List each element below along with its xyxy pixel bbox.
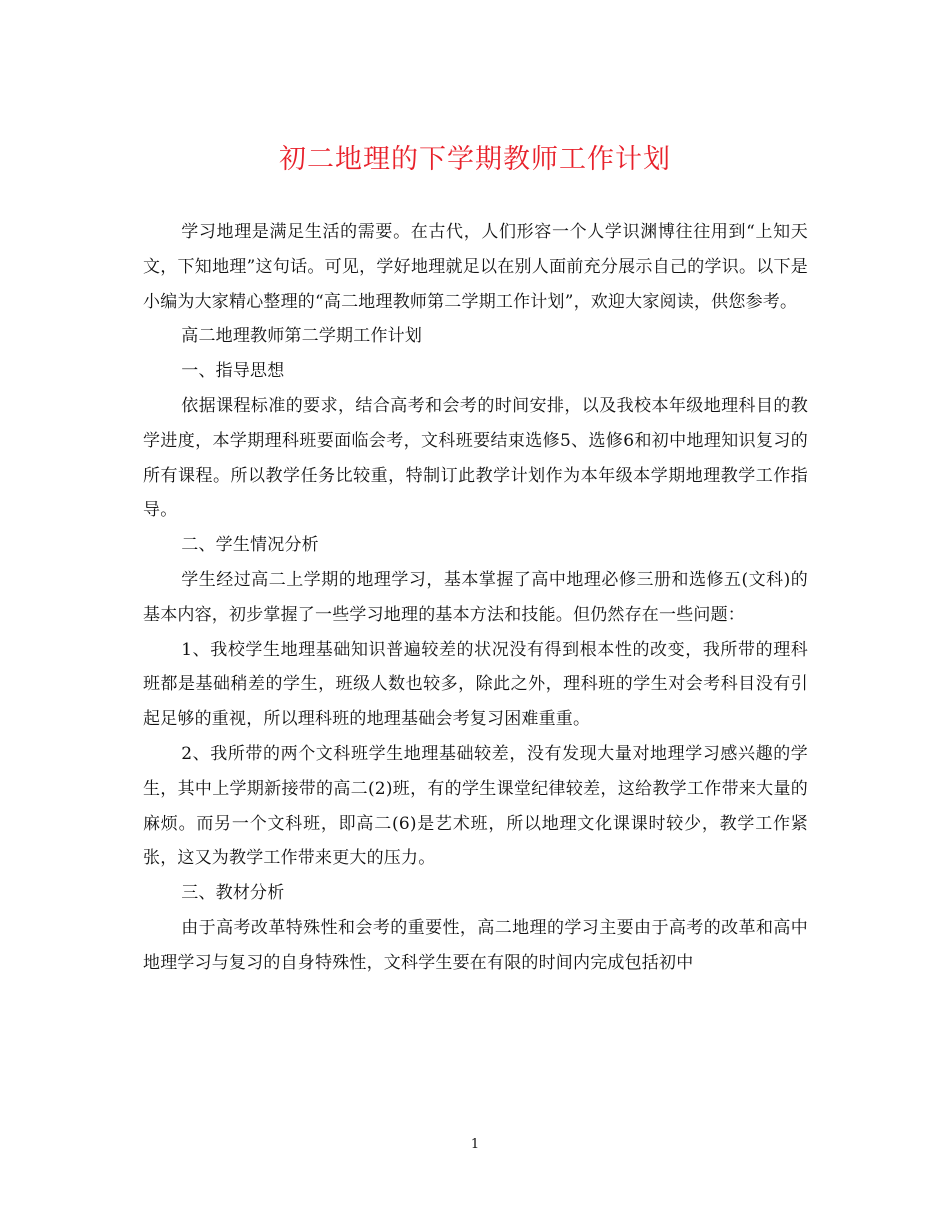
section-heading-textbook-analysis: 三、教材分析 <box>181 883 285 904</box>
paragraph-guiding-ideas: 依据课程标准的要求，结合高考和会考的时间安排，以及我校本年级地理科目的教学进度，本学期理科班要面临会考，文科班要结束选修5、选修6和初中地理知识复习的所有课程。所以教学任务比较重，特制订此教学计划作为本年级本学期地理教学工作指导。 <box>143 395 808 521</box>
document-title: 初二地理的下学期教师工作计划 <box>279 144 671 175</box>
page-number: 1 <box>470 1137 480 1152</box>
paragraph-textbook-analysis: 由于高考改革特殊性和会考的重要性，高二地理的学习主要由于高考的改革和高中地理学习与复习的自身特殊性，文科学生要在有限的时间内完成包括初中 <box>143 917 808 973</box>
paragraph-issue-1: 1、我校学生地理基础知识普遍较差的状况没有得到根本性的改变，我所带的理科班都是基础稍差的学生，班级人数也较多，除此之外，理科班的学生对会考科目没有引起足够的重视，所以理科班的地理基础会考复习困难重重。 <box>143 639 808 730</box>
paragraph-issue-2: 2、我所带的两个文科班学生地理基础较差，没有发现大量对地理学习感兴趣的学生，其中上学期新接带的高二(2)班，有的学生课堂纪律较差，这给教学工作带来大量的麻烦。而另一个文科班，即高二(6)是艺术班，所以地理文化课课时较少，教学工作紧张，这又为教学工作带来更大的压力。 <box>143 743 808 869</box>
paragraph-student-analysis: 学生经过高二上学期的地理学习，基本掌握了高中地理必修三册和选修五(文科)的基本内容，初步掌握了一些学习地理的基本方法和技能。但仍然存在一些问题： <box>143 569 808 625</box>
document-body <box>143 215 808 981</box>
section-heading-guiding-ideas: 一、指导思想 <box>181 361 285 382</box>
paragraph-subtitle: 高二地理教师第二学期工作计划 <box>181 326 423 347</box>
section-heading-student-analysis: 二、学生情况分析 <box>181 535 319 556</box>
paragraph-intro: 学习地理是满足生活的需要。在古代，人们形容一个人学识渊博往往用到“上知天文，下知地理”这句话。可见，学好地理就足以在别人面前充分展示自己的学识。以下是小编为大家精心整理的“高二地理教师第二学期工作计划”，欢迎大家阅读，供您参考。 <box>143 222 808 312</box>
